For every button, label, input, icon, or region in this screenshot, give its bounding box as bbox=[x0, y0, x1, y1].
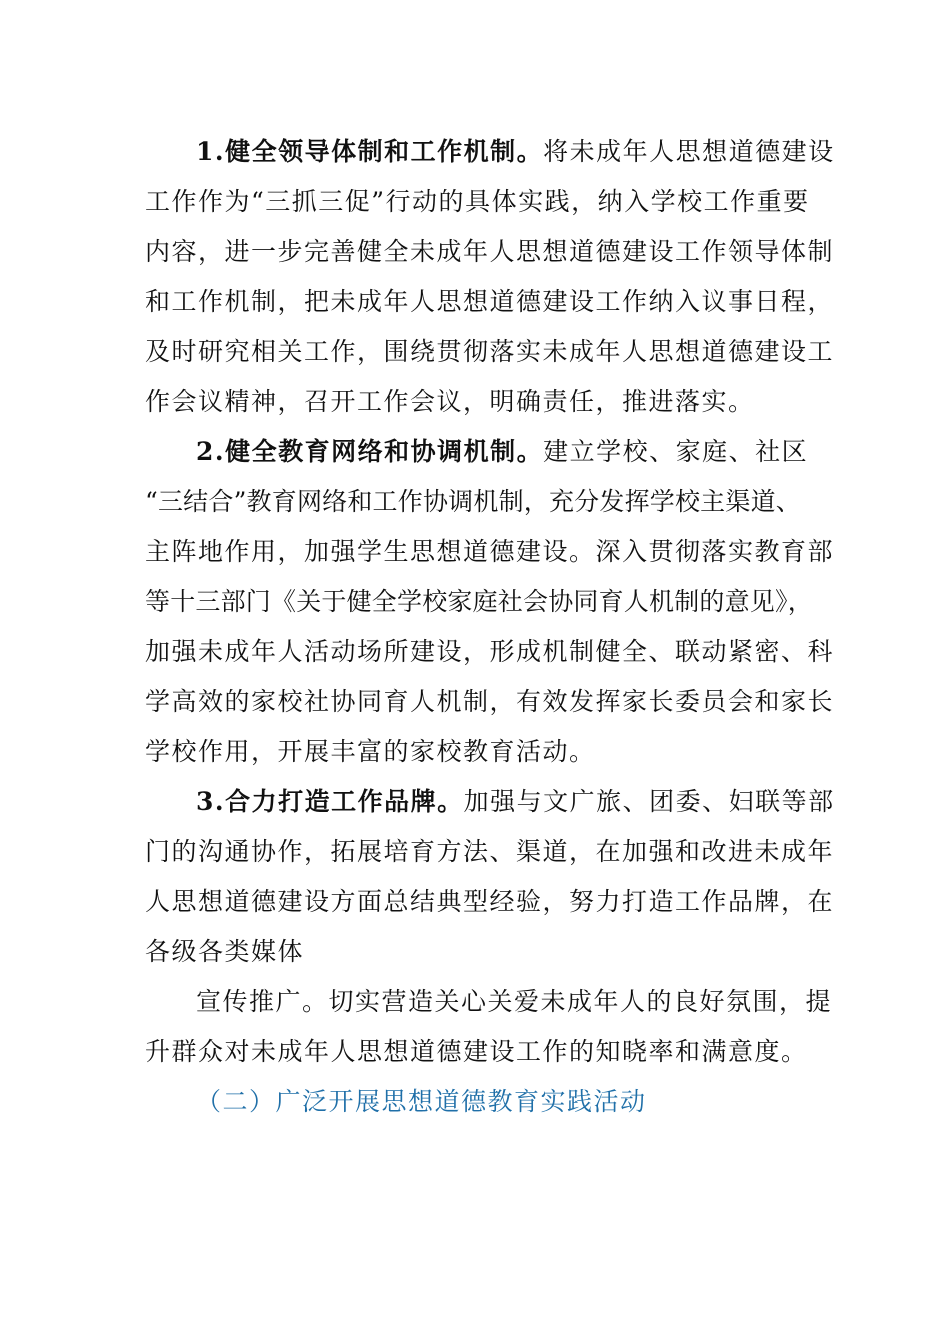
paragraph-3-lead: 3.合力打造工作品牌。 bbox=[196, 787, 464, 816]
paragraph-3-line-4: 各级各类媒体 bbox=[145, 937, 305, 966]
paragraph-1-line-6: 作会议精神，召开工作会议，明确责任，推进落实。 bbox=[145, 387, 755, 416]
paragraph-1-line-1 bbox=[196, 127, 835, 177]
paragraph-1-line-2: 工作作为“三抓三促”行动的具体实践，纳入学校工作重要 bbox=[145, 187, 810, 216]
paragraph-2-text: 建立学校、家庭、社区 bbox=[543, 437, 809, 466]
paragraph-1-line-4: 和工作机制，把未成年人思想道德建设工作纳入议事日程， bbox=[145, 287, 835, 316]
paragraph-2-line-5: 加强未成年人活动场所建设，形成机制健全、联动紧密、科 bbox=[145, 637, 835, 666]
paragraph-3-line-2: 门的沟通协作，拓展培育方法、渠道，在加强和改进未成年 bbox=[145, 837, 835, 866]
paragraph-2-lead: 2.健全教育网络和协调机制。 bbox=[196, 437, 544, 466]
paragraph-3-text: 加强与文广旅、团委、妇联等部 bbox=[463, 787, 835, 816]
paragraph-3-line-3: 人思想道德建设方面总结典型经验，努力打造工作品牌，在 bbox=[145, 887, 835, 916]
paragraph-4-line-2: 升群众对未成年人思想道德建设工作的知晓率和满意度。 bbox=[145, 1037, 808, 1066]
paragraph-2-line-7: 学校作用，开展丰富的家校教育活动。 bbox=[145, 737, 596, 766]
paragraph-1-line-3: 内容，进一步完善健全未成年人思想道德建设工作领导体制 bbox=[145, 237, 835, 266]
paragraph-2-line-3: 主阵地作用，加强学生思想道德建设。深入贯彻落实教育部 bbox=[145, 537, 835, 566]
paragraph-1-line-5: 及时研究相关工作，围绕贯彻落实未成年人思想道德建设工 bbox=[145, 337, 835, 366]
paragraph-1-lead: 1.健全领导体制和工作机制。 bbox=[196, 137, 544, 166]
section-heading: （二）广泛开展思想道德教育实践活动 bbox=[196, 1087, 647, 1116]
paragraph-1-text: 将未成年人思想道德建设 bbox=[543, 137, 835, 166]
paragraph-4-line-1: 宣传推广。切实营造关心关爱未成年人的良好氛围，提 bbox=[196, 987, 833, 1016]
paragraph-2-line-6: 学高效的家校社协同育人机制，有效发挥家长委员会和家长 bbox=[145, 687, 835, 716]
paragraph-3-line-1 bbox=[196, 777, 835, 827]
paragraph-2-line-1 bbox=[196, 427, 808, 477]
paragraph-2-line-4: 等十三部门《关于健全学校家庭社会协同育人机制的意见》， bbox=[145, 587, 813, 616]
paragraph-2-line-2: “三结合”教育网络和工作协调机制，充分发挥学校主渠道、 bbox=[145, 487, 801, 516]
